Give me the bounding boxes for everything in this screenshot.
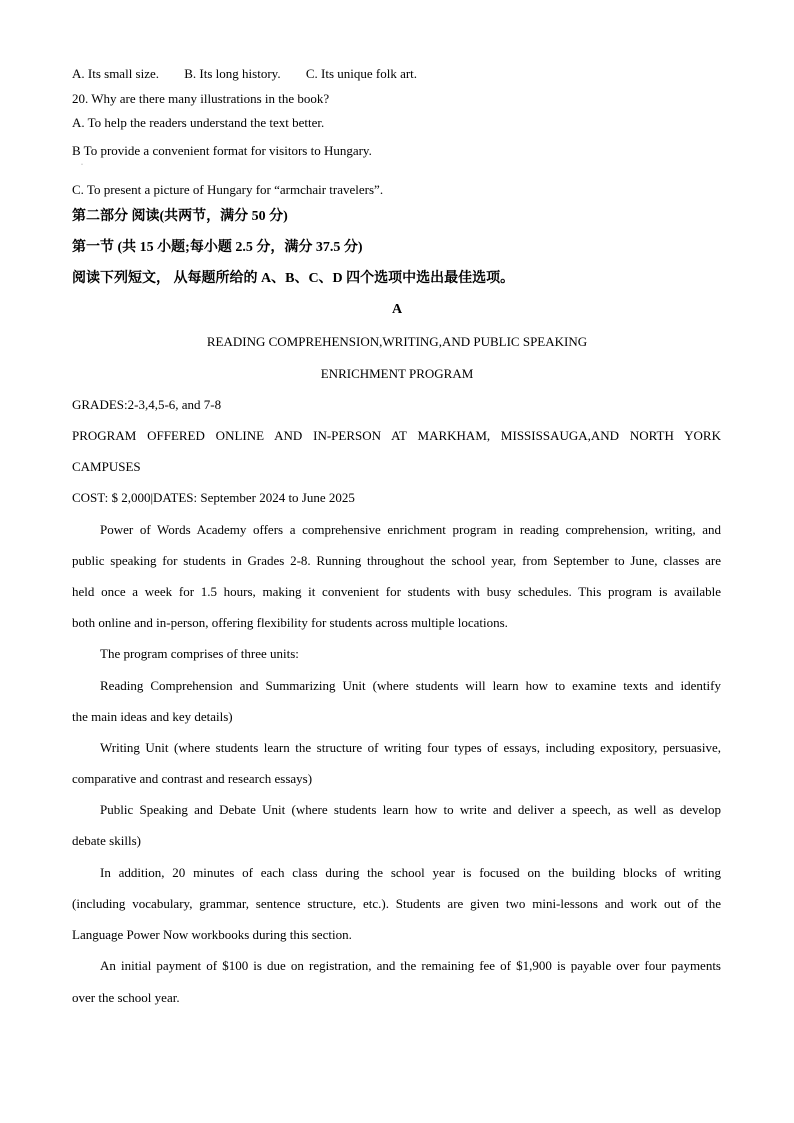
p4-line1: An initial payment of $100 is due on registration, and the remaining fee of $1,900 is payable over four payments (100, 958, 721, 973)
grades-line: GRADES:2-3,4,5-6, and 7-8 (72, 397, 222, 412)
cost-line: COST: $ 2,000|DATES: September 2024 to June 2025 (72, 490, 355, 505)
passage-title-line2: ENRICHMENT PROGRAM (320, 366, 474, 381)
part2-heading: 第二部分 阅读(共两节，满分 50 分) (72, 209, 288, 224)
unit2-line1: Writing Unit (where students learn the structure of writing four types of essays, including expository, persuasive, (100, 740, 721, 755)
p3-line1: In addition, 20 minutes of each class during the school year is focused on the building blocks of writing (100, 865, 721, 880)
p1-line2: public speaking for students in Grades 2-8. Running throughout the school year, from September to June, classes are (72, 553, 721, 568)
q20-option-c[interactable]: C. To present a picture of Hungary for “armchair travelers”. (72, 182, 384, 197)
reading-instruction: 阅读下列短文， 从每题所给的 A、B、C、D 四个选项中选出最佳选项。 (72, 271, 515, 286)
p1-line4: both online and in-person, offering flexibility for students across multiple locations. (72, 615, 508, 630)
q19-option-a[interactable]: A. Its small size. (72, 66, 160, 81)
p3-line2: (including vocabulary, grammar, sentence structure, etc.). Students are given two mini-lessons and work out of the (72, 896, 721, 911)
stray-dot: · (81, 162, 83, 168)
unit1-line1: Reading Comprehension and Summarizing Unit (where students will learn how to examine texts and identify (100, 678, 721, 693)
q20-option-a[interactable]: A. To help the readers understand the text better. (72, 115, 325, 130)
unit3-line1: Public Speaking and Debate Unit (where students learn how to write and deliver a speech, as well as develop (100, 802, 721, 817)
unit3-line2: debate skills) (72, 833, 141, 848)
q19-options (72, 66, 439, 82)
unit1-line2: the main ideas and key details) (72, 709, 233, 724)
offered-line-2: CAMPUSES (72, 459, 141, 474)
unit2-line2: comparative and contrast and research essays) (72, 771, 313, 786)
p4-line2: over the school year. (72, 990, 180, 1005)
p2-line: The program comprises of three units: (100, 646, 299, 661)
q20-option-b[interactable]: B To provide a convenient format for visitors to Hungary. (72, 143, 372, 158)
offered-line-1: PROGRAM OFFERED ONLINE AND IN-PERSON AT MARKHAM, MISSISSAUGA,AND NORTH YORK (72, 428, 721, 443)
passage-title-line1: READING COMPREHENSION,WRITING,AND PUBLIC SPEAKING (206, 334, 588, 349)
p3-line3: Language Power Now workbooks during this section. (72, 927, 352, 942)
p1-line1: Power of Words Academy offers a comprehensive enrichment program in reading comprehension, writing, and (100, 522, 721, 537)
part2-section1-heading: 第一节 (共 15 小题;每小题 2.5 分，满分 37.5 分) (72, 240, 363, 255)
q20-question: 20. Why are there many illustrations in the book? (72, 91, 330, 106)
q19-option-c[interactable]: C. Its unique folk art. (305, 66, 418, 81)
passage-letter: A (391, 302, 403, 317)
q19-option-b[interactable]: B. Its long history. (184, 66, 281, 81)
p1-line3: held once a week for 1.5 hours, making it convenient for students with busy schedules. This program is available (72, 584, 721, 599)
